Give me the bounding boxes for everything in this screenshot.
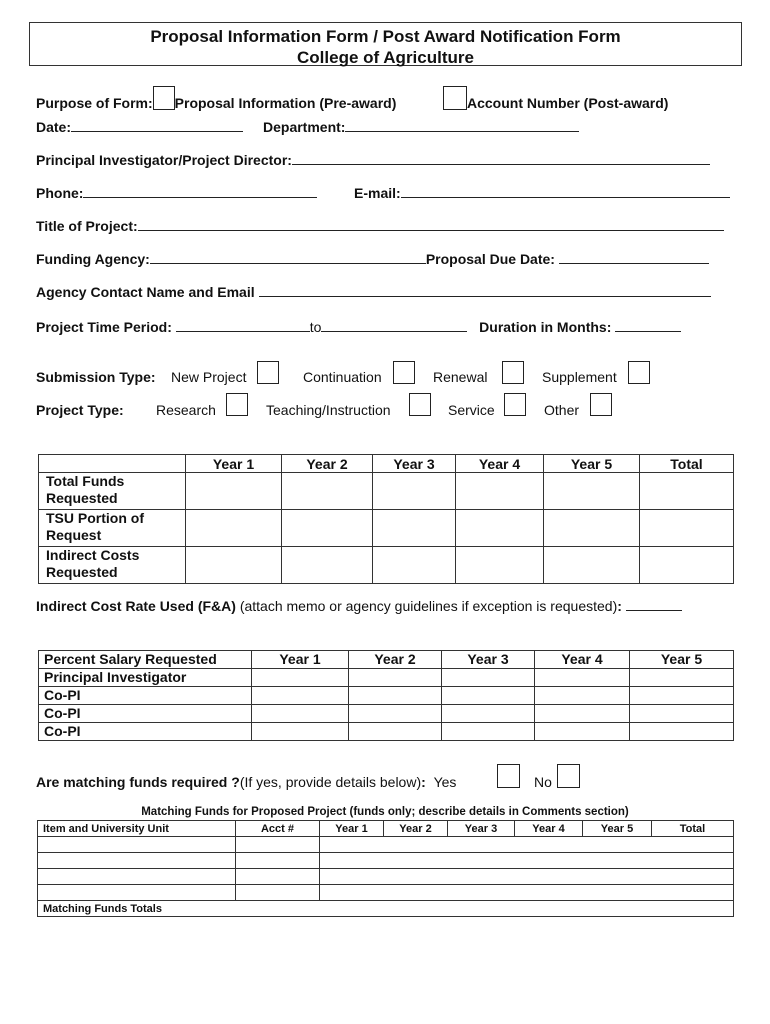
funds-header-year3: Year 3 [373,455,456,473]
funds-cell[interactable] [544,547,640,584]
salary-cell[interactable] [252,723,349,741]
funds-cell[interactable] [640,547,734,584]
preaward-checkbox[interactable] [153,86,175,110]
funds-row-label: Total Funds Requested [39,473,186,510]
pi-row [36,152,710,168]
matching-question-row [36,774,456,790]
salary-cell[interactable] [535,687,630,705]
funds-row-total [39,473,734,510]
salary-cell[interactable] [349,669,442,687]
contact-label: Agency Contact Name and Email [36,284,255,300]
date-field[interactable] [71,130,243,132]
salary-cell[interactable] [630,705,734,723]
project-title-label: Title of Project: [36,218,138,234]
salary-table-header-row [39,651,734,669]
funds-table-corner [39,455,186,473]
funding-label: Funding Agency: [36,251,150,267]
phone-field[interactable] [83,196,317,198]
funding-field[interactable] [150,262,426,264]
salary-row-label: Co-PI [39,687,252,705]
matching-cell[interactable] [320,885,734,901]
funds-row-indirect [39,547,734,584]
postaward-checkbox[interactable] [443,86,467,110]
salary-cell[interactable] [349,723,442,741]
matching-header-year1: Year 1 [320,821,384,837]
project-type-option-teaching: Teaching/Instruction [266,402,391,418]
matching-no-label: No [534,774,552,790]
salary-cell[interactable] [442,723,535,741]
funds-cell[interactable] [544,510,640,547]
funds-cell[interactable] [186,473,282,510]
indirect-rate-note: (attach memo or agency guidelines if exception is requested) [239,598,618,614]
salary-cell[interactable] [630,687,734,705]
matching-cell[interactable] [38,837,236,853]
funds-table-header-row [39,455,734,473]
salary-row-label: Co-PI [39,723,252,741]
funds-row-label: Indirect Costs Requested [39,547,186,584]
project-type-option-service: Service [448,402,495,418]
funds-header-total: Total [640,455,734,473]
matching-yes-checkbox[interactable] [497,764,520,788]
salary-cell[interactable] [252,705,349,723]
matching-no-checkbox[interactable] [557,764,580,788]
period-row [36,319,681,335]
project-type-other-checkbox[interactable] [590,393,612,416]
funds-cell[interactable] [640,510,734,547]
funds-header-year5: Year 5 [544,455,640,473]
funds-cell[interactable] [373,510,456,547]
matching-header-item: Item and University Unit [38,821,236,837]
submission-renewal-checkbox[interactable] [502,361,524,384]
period-end-field[interactable] [321,330,467,332]
funds-row-label: TSU Portion of Request [39,510,186,547]
salary-cell[interactable] [630,723,734,741]
matching-totals-row [38,901,734,917]
project-type-research-checkbox[interactable] [226,393,248,416]
purpose-label: Purpose of Form: [36,95,153,111]
matching-cell[interactable] [38,853,236,869]
funds-cell[interactable] [640,473,734,510]
funds-header-year1: Year 1 [186,455,282,473]
salary-header-year2: Year 2 [349,651,442,669]
pi-field[interactable] [292,163,710,165]
matching-row [38,853,734,869]
funds-cell[interactable] [186,547,282,584]
salary-row-copi [39,705,734,723]
funds-cell[interactable] [373,547,456,584]
indirect-rate-label: Indirect Cost Rate Used (F&A) [36,598,236,614]
funds-cell[interactable] [282,510,373,547]
salary-cell[interactable] [349,705,442,723]
funds-cell[interactable] [544,473,640,510]
salary-header-year4: Year 4 [535,651,630,669]
project-type-teaching-checkbox[interactable] [409,393,431,416]
project-title-row [36,218,724,234]
matching-header-year2: Year 2 [384,821,448,837]
salary-cell[interactable] [349,687,442,705]
funds-cell[interactable] [282,547,373,584]
matching-table-caption: Matching Funds for Proposed Project (funds only; describe details in Comments section) [141,806,629,818]
salary-cell[interactable] [630,669,734,687]
salary-header-year5: Year 5 [630,651,734,669]
matching-header-year3: Year 3 [448,821,515,837]
matching-cell[interactable] [38,869,236,885]
postaward-label: Account Number (Post-award) [467,95,669,111]
salary-cell[interactable] [252,669,349,687]
salary-row-label: Principal Investigator [39,669,252,687]
phone-label: Phone: [36,185,84,201]
due-date-field[interactable] [559,262,709,264]
submission-option-renewal: Renewal [433,369,488,385]
email-row [354,185,730,201]
funds-header-year4: Year 4 [456,455,544,473]
project-title-field[interactable] [138,229,724,231]
matching-row [38,837,734,853]
matching-cell[interactable] [236,885,320,901]
email-label: E-mail: [354,185,401,201]
salary-cell[interactable] [535,669,630,687]
matching-cell[interactable] [320,853,734,869]
date-row [36,119,243,135]
funding-row [36,251,709,267]
phone-row [36,185,317,201]
submission-new-checkbox[interactable] [257,361,279,384]
matching-row [38,869,734,885]
submission-supplement-checkbox[interactable] [628,361,650,384]
postaward-row [443,86,668,111]
funds-cell[interactable] [186,510,282,547]
matching-question-note: (If yes, provide details below) [239,774,422,790]
duration-field[interactable] [615,330,681,332]
matching-yes-label: Yes [433,774,457,790]
funds-table [38,454,734,584]
project-type-service-checkbox[interactable] [504,393,526,416]
funds-row-tsu [39,510,734,547]
matching-header-total: Total [652,821,734,837]
salary-row-label: Co-PI [39,705,252,723]
submission-option-supplement: Supplement [542,369,617,385]
matching-cell[interactable] [38,885,236,901]
department-row [263,119,579,135]
salary-header-label: Percent Salary Requested [39,651,252,669]
due-date-label: Proposal Due Date: [425,251,555,267]
project-type-label: Project Type: [36,402,124,418]
matching-cell[interactable] [320,869,734,885]
period-start-field[interactable] [176,330,310,332]
project-type-option-research: Research [156,402,216,418]
matching-cell[interactable] [236,837,320,853]
submission-continuation-checkbox[interactable] [393,361,415,384]
department-label: Department: [263,119,346,135]
submission-label: Submission Type: [36,369,156,385]
form-subtitle: College of Agriculture [297,48,474,67]
form-title-box [29,22,742,66]
submission-option-continuation: Continuation [303,369,382,385]
salary-cell[interactable] [442,705,535,723]
matching-colon: : [421,774,426,790]
funds-cell[interactable] [373,473,456,510]
salary-header-year1: Year 1 [252,651,349,669]
salary-header-year3: Year 3 [442,651,535,669]
salary-row-copi [39,687,734,705]
indirect-rate-field[interactable] [626,609,682,611]
matching-table-header-row [38,821,734,837]
salary-row-pi [39,669,734,687]
contact-field[interactable] [259,295,711,297]
contact-row [36,284,711,300]
matching-table [37,820,734,917]
funds-cell[interactable] [456,510,544,547]
salary-table [38,650,734,741]
email-field[interactable] [401,196,730,198]
funds-cell[interactable] [456,547,544,584]
salary-cell[interactable] [252,687,349,705]
funds-cell[interactable] [456,473,544,510]
project-type-option-other: Other [544,402,580,418]
period-to: to [309,319,322,335]
pi-label: Principal Investigator/Project Director: [36,152,292,168]
indirect-rate-colon: : [617,598,622,614]
salary-cell[interactable] [442,669,535,687]
matching-header-year4: Year 4 [515,821,583,837]
duration-label: Duration in Months: [479,319,612,335]
matching-totals-label: Matching Funds Totals [38,901,734,917]
indirect-rate-row [36,598,682,614]
matching-header-year5: Year 5 [583,821,652,837]
department-field[interactable] [345,130,579,132]
preaward-label: Proposal Information (Pre-award) [174,95,397,111]
period-label: Project Time Period: [36,319,172,335]
salary-cell[interactable] [442,687,535,705]
submission-option-new: New Project [171,369,247,385]
matching-cell[interactable] [236,853,320,869]
salary-row-copi [39,723,734,741]
matching-header-acct: Acct # [236,821,320,837]
date-label: Date: [36,119,72,135]
matching-cell[interactable] [320,837,734,853]
salary-cell[interactable] [535,705,630,723]
salary-cell[interactable] [535,723,630,741]
matching-question: Are matching funds required ? [36,774,240,790]
funds-cell[interactable] [282,473,373,510]
matching-cell[interactable] [236,869,320,885]
funds-header-year2: Year 2 [282,455,373,473]
purpose-row [36,86,396,111]
matching-row [38,885,734,901]
form-title: Proposal Information Form / Post Award Notification Form [150,27,621,46]
